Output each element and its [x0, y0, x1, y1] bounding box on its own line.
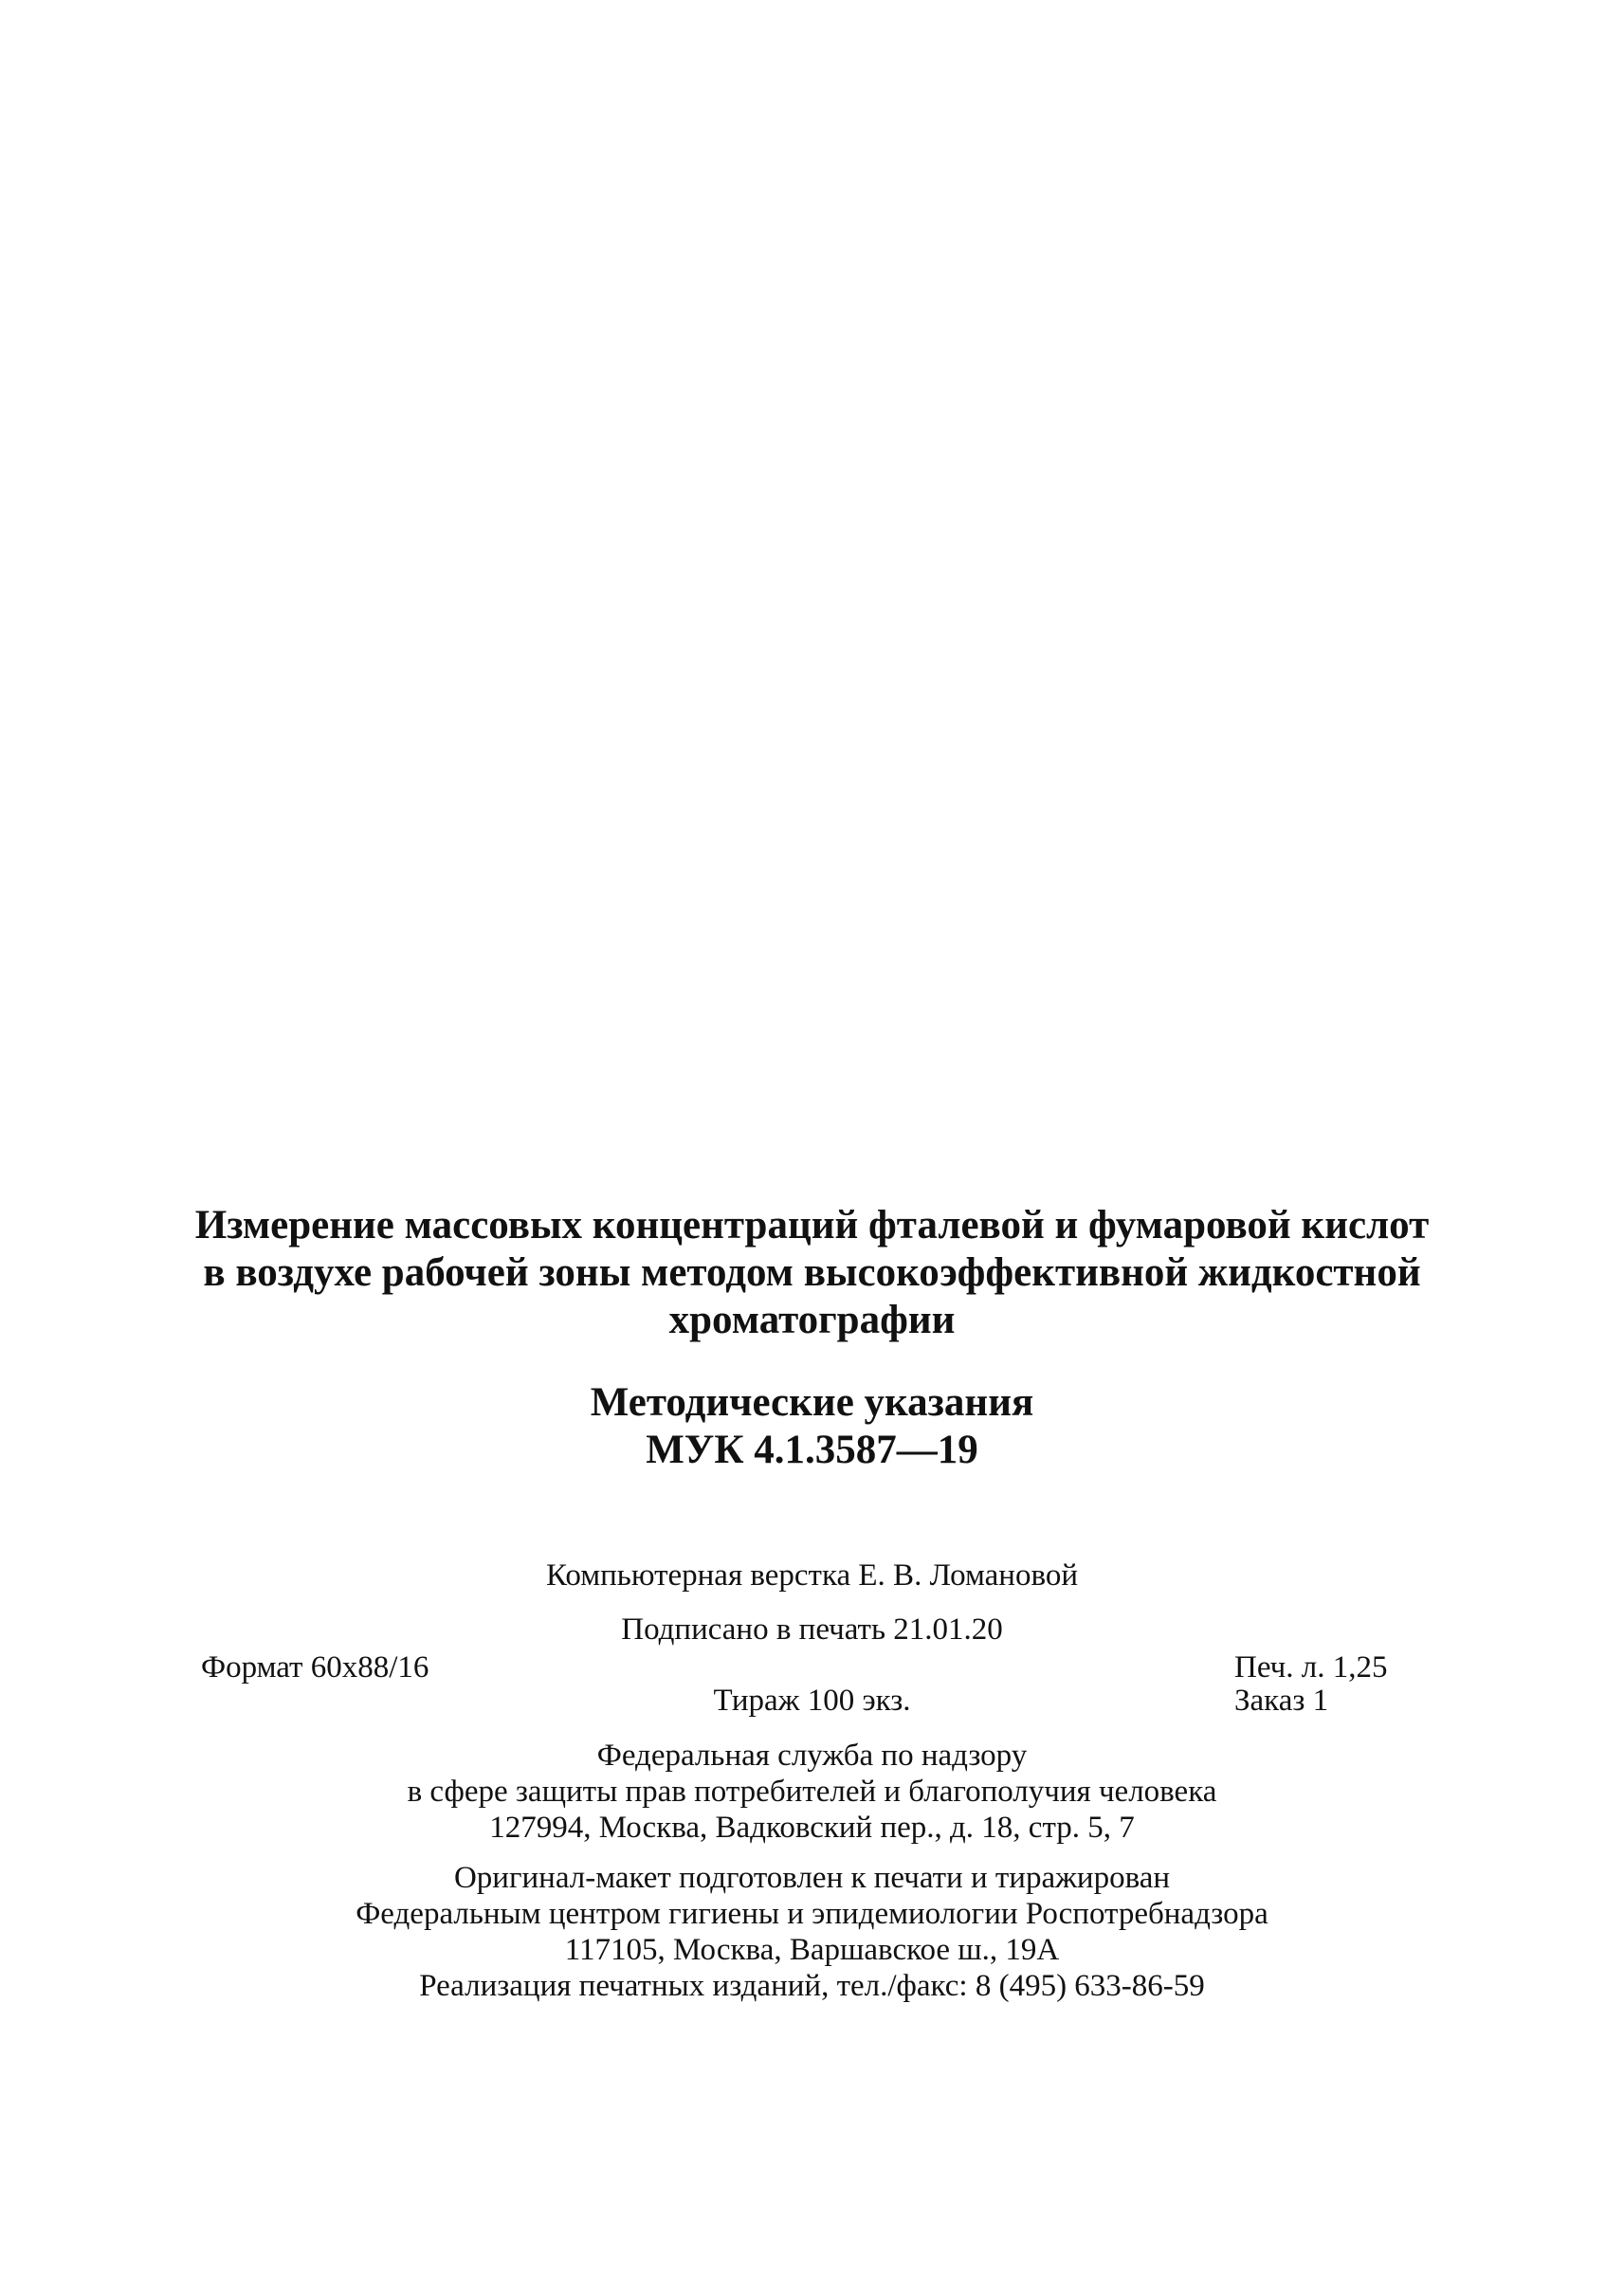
document-title — [0, 1202, 1624, 1344]
printer-info — [0, 1860, 1624, 2004]
printer-line-3: 117105, Москва, Варшавское ш., 19А — [564, 1933, 1060, 1967]
print-sheets: Печ. л. 1,25 — [1234, 1650, 1388, 1685]
title-line-1: Измерение массовых концентраций фталевой и фумаровой кислот — [194, 1203, 1430, 1248]
circulation: Тираж 100 экз. — [713, 1684, 911, 1718]
publisher-line-1: Федеральная служба по надзору — [596, 1739, 1028, 1773]
format-info: Формат 60x88/16 — [201, 1650, 429, 1685]
publisher-line-3: 127994, Москва, Вадковский пер., д. 18, стр. 5, 7 — [489, 1811, 1135, 1845]
publisher-line-2: в сфере защиты прав потребителей и благополучия человека — [407, 1775, 1217, 1809]
order-number: Заказ 1 — [1234, 1684, 1329, 1718]
document-subtitle — [0, 1379, 1624, 1474]
printer-line-1: Оригинал-макет подготовлен к печати и тиражирован — [453, 1861, 1171, 1895]
title-line-3: хроматографии — [668, 1298, 956, 1342]
publisher-info — [0, 1738, 1624, 1846]
title-line-2: в воздухе рабочей зоны методом высокоэффективной жидкостной — [203, 1250, 1421, 1295]
signed-for-print: Подписано в печать 21.01.20 — [621, 1612, 1003, 1647]
printer-line-2: Федеральным центром гигиены и эпидемиологии Роспотребнадзора — [356, 1897, 1268, 1931]
doc-type: Методические указания — [590, 1380, 1034, 1425]
layout-credit: Компьютерная верстка Е. В. Ломановой — [546, 1558, 1078, 1593]
printer-line-4: Реализация печатных изданий, тел./факс: 8 (495) 633-86-59 — [419, 1969, 1205, 2003]
doc-number: МУК 4.1.3587—19 — [646, 1428, 978, 1472]
